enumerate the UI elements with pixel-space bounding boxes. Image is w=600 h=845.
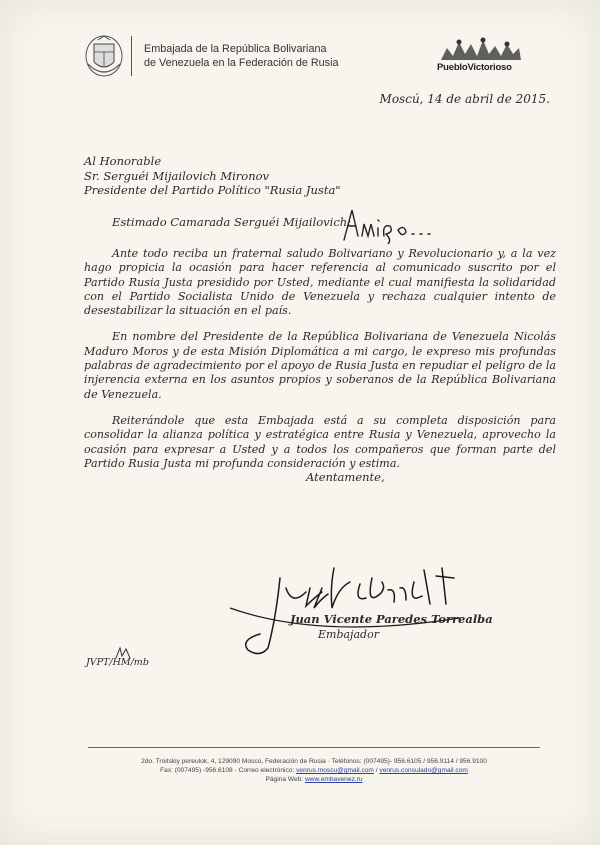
website-link[interactable]: www.embavenez.ru <box>304 776 363 784</box>
signer-role: Embajador <box>318 628 379 641</box>
footer-address: 2do. Troitskiy pereulok, 4, 129090 Moscú, Federación de Rusia · Teléfonos: (007495)- 956.6105 / 956.9114 / 956.9100 <box>141 758 487 765</box>
email-link-moscu[interactable]: venrus.moscu@gmail.com <box>296 767 374 775</box>
footer-rule <box>88 747 540 748</box>
footer <box>90 757 538 785</box>
recipient-block <box>84 154 341 198</box>
salutation: Estimado Camarada Serguéi Mijailovich: <box>112 215 352 229</box>
handwritten-signature <box>210 548 470 660</box>
signer-name: Juan Vicente Paredes Torrealba <box>290 612 493 626</box>
closing: Atentamente, <box>306 470 385 484</box>
footer-web <box>90 775 538 784</box>
recipient-line-2: Sr. Serguéi Mijailovich Mironov <box>84 168 270 183</box>
footer-contact <box>90 766 538 775</box>
letter-date: Moscú, 14 de abril de 2015. <box>379 92 550 106</box>
letterhead <box>84 34 524 84</box>
letter-body <box>84 247 556 483</box>
recipient-line-1: Al Honorable <box>84 154 162 168</box>
header-divider <box>131 36 132 76</box>
embassy-name <box>144 42 338 70</box>
handwritten-note <box>340 206 440 244</box>
recipient-line-3: Presidente del Partido Político "Rusia Justa" <box>84 183 341 197</box>
web-label: Página Web: <box>265 776 304 784</box>
coat-of-arms-icon <box>84 34 124 80</box>
embassy-line-1: Embajada de la República Bolivariana <box>144 43 327 55</box>
email-separator: / <box>373 767 380 775</box>
email-link-consulado[interactable]: venrus.consulado@gmail.com <box>379 767 468 775</box>
paragraph-2: En nombre del Presidente de la República Bolivariana de Venezuela Nicolás Maduro Moros y de esta Misión Diplomática a mi cargo, le expreso mis profundas palabras de agradecimiento por el apoyo de Rusia Justa en repudiar el peligro de la injerencia externa en los asuntos propios y soberanos de la República Bolivariana de Venezuela. <box>84 330 556 401</box>
paragraph-1: Ante todo reciba un fraternal saludo Bolivariano y Revolucionario y, a la vez hago propicia la ocasión para hacer referencia al comunicado suscrito por el Partido Rusia Justa presidido por Usted, mediante el cual manifiesta la solidaridad con el Partido Socialista Unido de Venezuela y rechaza cualquier intento de desestabilizar la situación en el país. <box>84 247 556 318</box>
paragraph-3: Reiterándole que esta Embajada está a su completa disposición para consolidar la alianza política y estratégica entre Rusia y Venezuela, aprovecho la ocasión para expresar a Usted y a todos los compañeros que forman parte del Partido Rusia Justa mi profunda consideración y estima. <box>84 413 556 470</box>
reference-initials: JVPT/HM/mb <box>86 657 149 668</box>
footer-fax: Fax: (007495) -956.6108 · Correo electrónico: <box>160 767 295 775</box>
pueblo-victorioso-logo-icon <box>437 34 525 82</box>
embassy-line-2: de Venezuela en la Federación de Rusia <box>144 57 339 69</box>
logo-text: PuebloVictorioso <box>437 62 512 73</box>
